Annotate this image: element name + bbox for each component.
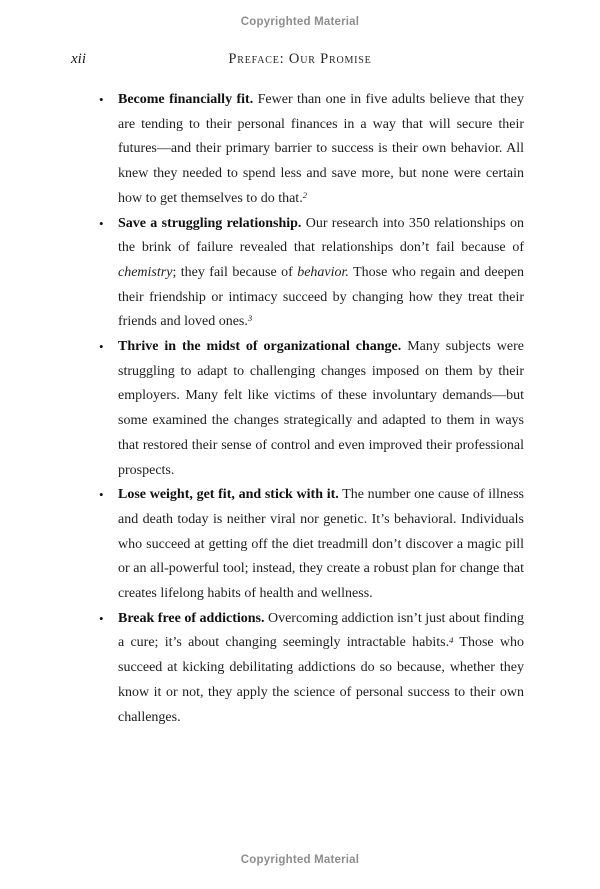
bullet-text: chemistry: [118, 264, 173, 280]
bullet-marker-icon: •: [99, 610, 104, 626]
bullet-item: [99, 335, 524, 483]
bullet-lead: Thrive in the midst of organizational change.: [118, 339, 402, 355]
bullet-item: [99, 212, 525, 336]
bullet-marker-icon: •: [99, 487, 104, 503]
bullet-text: behavior.: [297, 264, 349, 280]
footnote-ref: 4: [449, 634, 454, 645]
bullet-lead: Become financially fit.: [118, 92, 254, 107]
bullet-marker-icon: •: [99, 215, 104, 231]
bullet-text: Overcoming addiction isn’t just about finding a cure; it’s about changing seemingly intractable habits.: [118, 610, 524, 651]
bullet-marker-icon: •: [99, 92, 104, 107]
bullet-text: The number one cause of illness and death today is neither viral nor genetic. It’s behavioral. Individuals who succeed at getting off the diet treadmill don’t discover a magic pill or an all-powerful tool; instead, they create a robust plan for change that creates lifelong habits of health and wellness.: [118, 487, 524, 602]
page-number: xii: [71, 51, 86, 67]
page-header: [0, 51, 600, 71]
footnote-ref: 2: [302, 189, 308, 200]
running-head: Preface: Our Promise: [228, 51, 372, 67]
bullet-item: [99, 607, 525, 731]
copyright-notice-bottom: Copyrighted Material: [240, 854, 360, 866]
bullet-text: Our research into 350 relationships on the brink of failure revealed that relationships don’t fail because of: [118, 215, 524, 256]
bullet-text: Those who succeed at kicking debilitating addictions do so because, whether they know it or not, they apply the science of personal success to their own challenges.: [118, 635, 525, 725]
bullet-text: Fewer than one in five adults believe that they are tending to their personal finances in a way that will secure their futures—and their primary barrier to success is their own behavior. All knew they needed to spend less and save more, but none were certain how to get themselves to do that.: [118, 92, 524, 206]
bullet-list: [99, 88, 525, 730]
copyright-notice-top: Copyrighted Material: [240, 16, 360, 28]
bullet-lead: Break free of addictions.: [118, 610, 265, 626]
bullet-lead: Save a struggling relationship.: [118, 215, 302, 231]
footnote-ref: 3: [247, 313, 253, 324]
bullet-marker-icon: •: [99, 339, 104, 355]
bullet-item: [99, 483, 524, 607]
bullet-text: ; they fail because of: [172, 264, 298, 280]
bullet-text: Those who regain and deepen their friendship or intimacy succeed by changing how they treat their friends and loved ones.: [118, 264, 525, 330]
bullet-item: [99, 88, 524, 212]
bullet-text: Many subjects were struggling to adapt to challenging changes imposed on them by their employers. Many felt like victims of these involuntary demands—but some examined the changes strategically and adapted to them in ways that restored their sense of control and even improved their professional prospects.: [118, 339, 524, 478]
bullet-lead: Lose weight, get fit, and stick with it.: [118, 487, 339, 503]
